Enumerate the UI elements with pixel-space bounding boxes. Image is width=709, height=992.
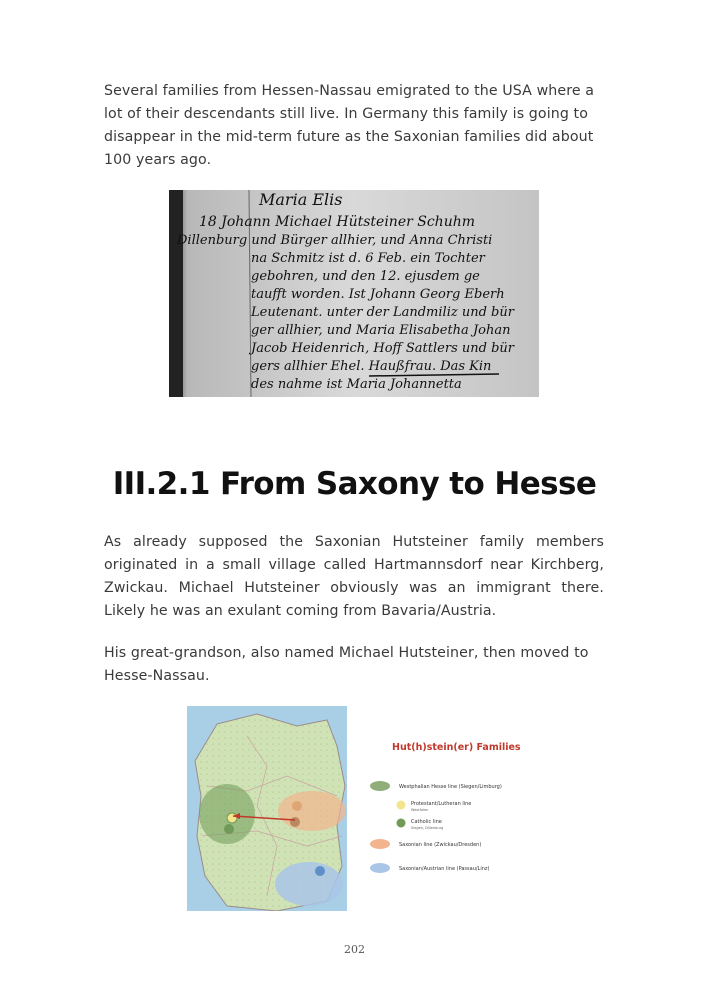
- saxony-paragraph: As already supposed the Saxonian Hutsteiner family members originated in a small village called Hartmannsdorf near Kirchberg, Zwickau. Michael Hutsteiner obviously was an immigrant there. Likely he was an exulant coming from Bavaria/Austria.: [104, 534, 604, 619]
- family-map-figure: [187, 706, 531, 911]
- manuscript-line: Maria Elis: [259, 190, 343, 209]
- saxonian-region: [278, 791, 346, 831]
- westphalian-region: [199, 784, 255, 844]
- church-record-image: [169, 190, 539, 397]
- section-heading: III.2.1 From Saxony to Hesse: [112, 466, 597, 502]
- manuscript-line: Leutenant. unter der Landmiliz und bür: [251, 305, 514, 320]
- page-number: 202: [344, 943, 365, 956]
- legend-label: Catholic line: [411, 819, 442, 825]
- legend-label: Protestant/Lutheran line: [411, 801, 472, 807]
- manuscript-line: ger allhier, und Maria Elisabetha Johan: [251, 323, 511, 338]
- manuscript-line: Dillenburg und Bürger allhier, und Anna Christi: [177, 233, 493, 248]
- legend-swatch: [397, 801, 406, 810]
- germany-map: [187, 706, 347, 911]
- manuscript-line: des nahme ist Maria Johannetta: [251, 377, 462, 392]
- intro-paragraph: Several families from Hessen-Nassau emigrated to the USA where a lot of their descendants still live. In Germany this family is going to disappear in the mid-term future as the Saxonian families did about 100 years ago.: [104, 83, 595, 168]
- legend-sublabel: Westfalen: [411, 808, 429, 812]
- map-title: Hut(h)stein(er) Families: [392, 742, 521, 753]
- austrian-region: [275, 862, 343, 906]
- legend-sublabel: Siegen, Dillenburg: [411, 826, 444, 830]
- legend-label: Saxonian/Austrian line (Passau/Linz): [399, 866, 490, 872]
- legend-swatch: [370, 839, 390, 849]
- legend-swatch: [370, 781, 390, 791]
- manuscript-line: gers allhier Ehel. Haußfrau. Das Kin: [251, 359, 492, 374]
- legend-swatch: [397, 819, 406, 828]
- map-legend: [370, 781, 502, 873]
- legend-swatch: [370, 863, 390, 873]
- legend-label: Westphalian Hesse line (Siegen/Limburg): [399, 784, 502, 790]
- manuscript-line: na Schmitz ist d. 6 Feb. ein Tochter: [251, 251, 485, 266]
- manuscript-line: Jacob Heidenrich, Hoff Sattlers und bür: [251, 341, 514, 356]
- grandson-paragraph: His great-grandson, also named Michael Hutsteiner, then moved to Hesse-Nassau.: [104, 645, 589, 684]
- manuscript-line: taufft worden. Ist Johann Georg Eberh: [251, 287, 505, 302]
- legend-label: Saxonian line (Zwickau/Dresden): [399, 842, 482, 848]
- manuscript-line: gebohren, und den 12. ejusdem ge: [251, 269, 480, 284]
- manuscript-line: 18 Johann Michael Hütsteiner Schuhm: [199, 214, 476, 230]
